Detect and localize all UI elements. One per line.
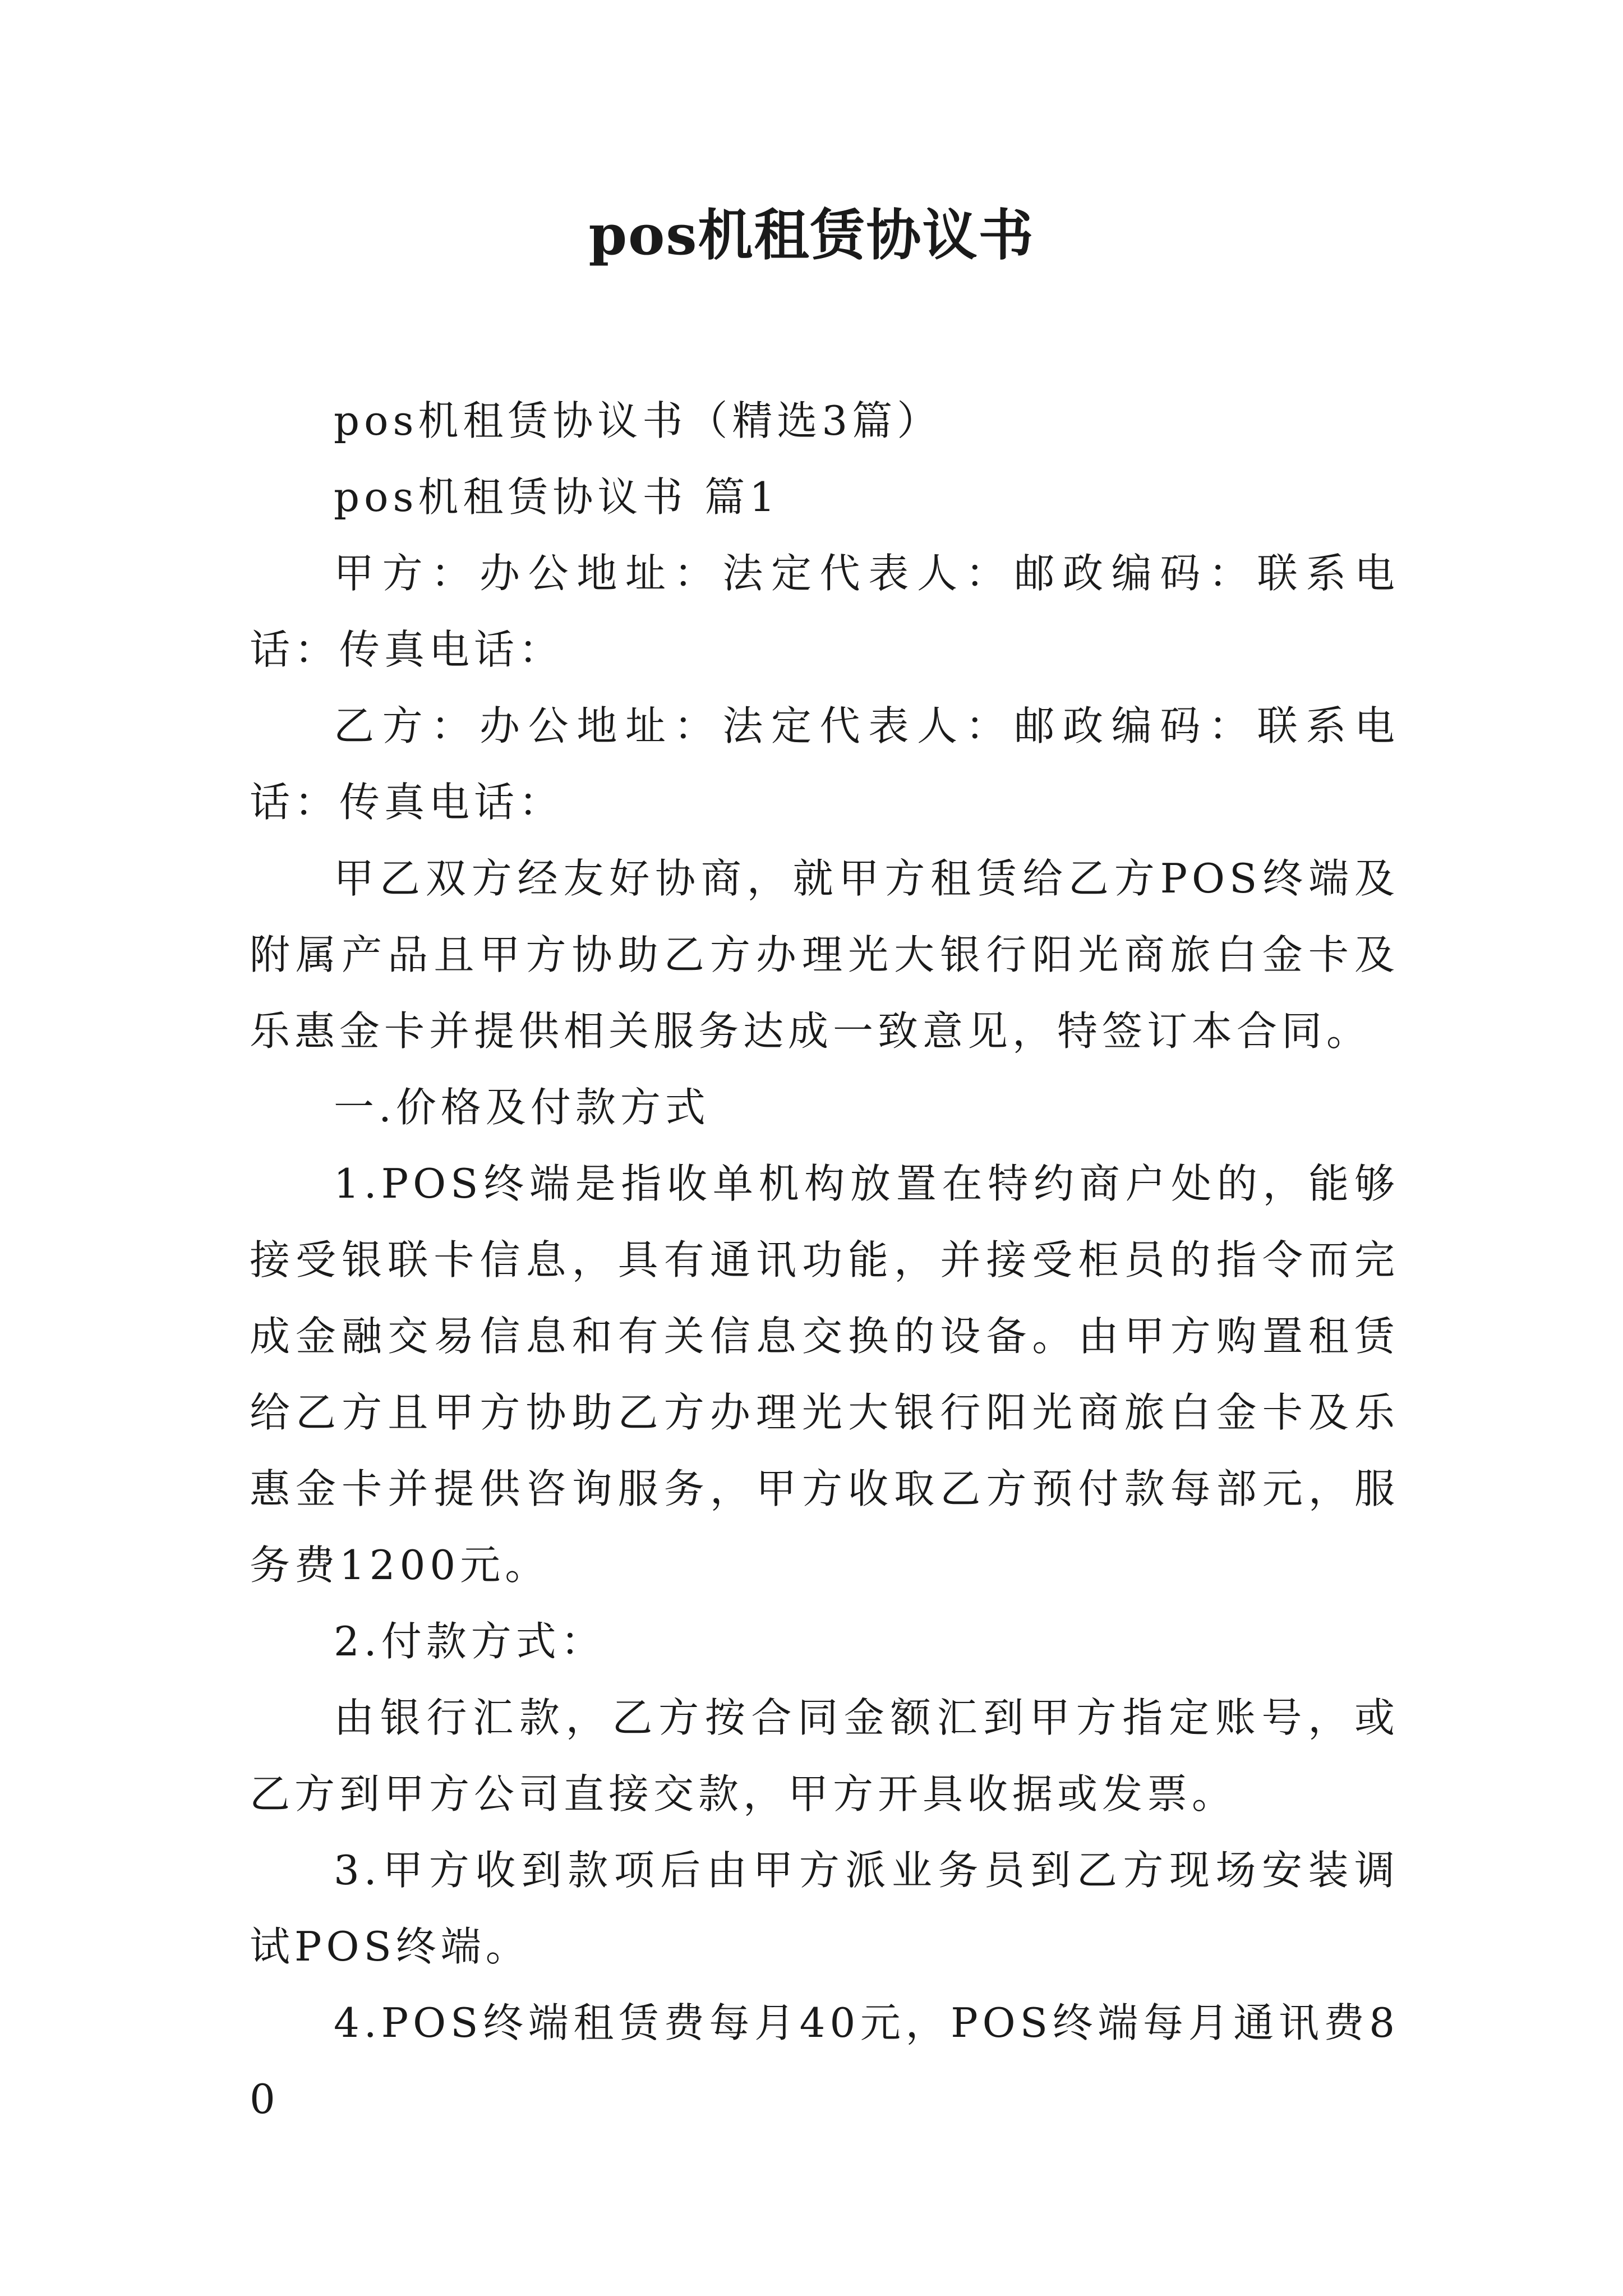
preamble-paragraph: 甲乙双方经友好协商，就甲方租赁给乙方POS终端及附属产品且甲方协助乙方办理光大银行阳光商旅白金卡及乐惠金卡并提供相关服务达成一致意见，特签订本合同。 bbox=[250, 855, 1399, 1055]
section-heading: pos机租赁协议书 篇1 bbox=[334, 473, 780, 521]
payment-method-paragraph: 由银行汇款，乙方按合同金额汇到甲方指定账号，或乙方到甲方公司直接交款，甲方开具收据或发票。 bbox=[250, 1694, 1399, 1818]
clause-4-paragraph: 4.POS终端租赁费每月40元，POS终端每月通讯费80 bbox=[250, 1999, 1399, 2123]
party-a-paragraph: 甲方：办公地址：法定代表人：邮政编码：联系电话：传真电话： bbox=[250, 550, 1399, 673]
clause-heading: 一.价格及付款方式 bbox=[334, 1084, 710, 1131]
document-body bbox=[250, 383, 1399, 2137]
document-title: pos机租赁协议书 bbox=[588, 203, 1035, 268]
party-b-paragraph: 乙方：办公地址：法定代表人：邮政编码：联系电话：传真电话： bbox=[250, 702, 1399, 826]
clause-2-paragraph: 2.付款方式： bbox=[334, 1618, 606, 1665]
clause-3-paragraph: 3.甲方收到款项后由甲方派业务员到乙方现场安装调试POS终端。 bbox=[250, 1847, 1399, 1970]
subtitle-paragraph: pos机租赁协议书（精选3篇） bbox=[334, 397, 942, 444]
clause-1-paragraph: 1.POS终端是指收单机构放置在特约商户处的，能够接受银联卡信息，具有通讯功能，并接受柜员的指令而完成金融交易信息和有关信息交换的设备。由甲方购置租赁给乙方且甲方协助乙方办理光大银行阳光商旅白金卡及乐惠金卡并提供咨询服务，甲方收取乙方预付款每部元，服务费1200元。 bbox=[250, 1160, 1399, 1589]
